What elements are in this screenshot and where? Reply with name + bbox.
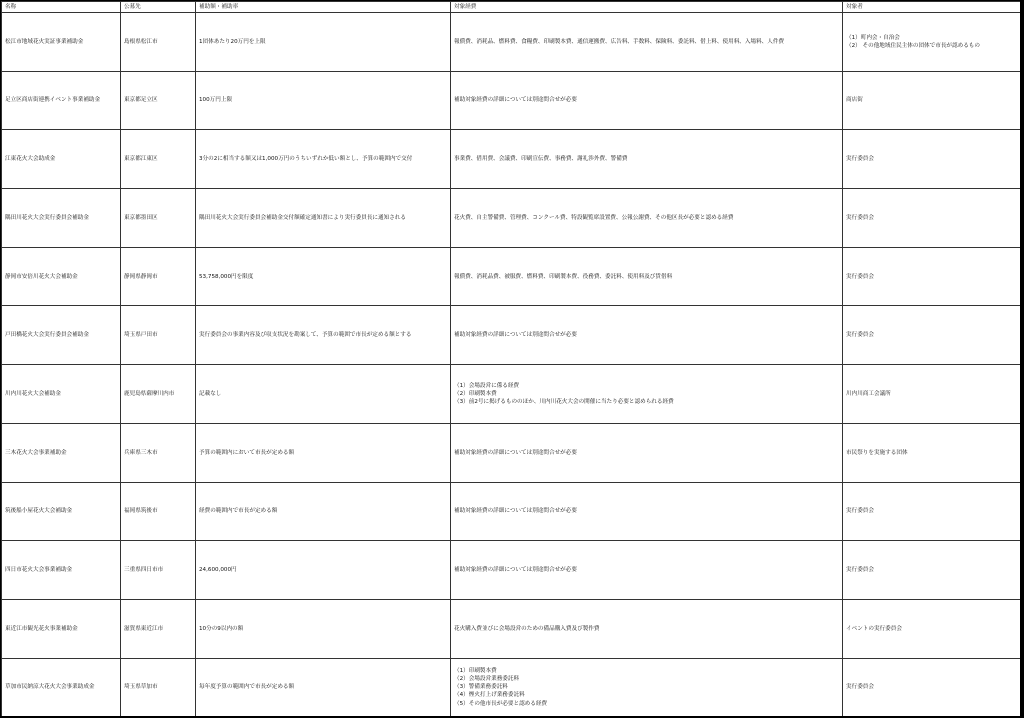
table-row xyxy=(2,189,1021,248)
cell-target xyxy=(843,541,1021,600)
expense-line: 補助対象経費の詳細については別途問合せが必要 xyxy=(454,508,577,515)
cell-name: 草加市民納涼大花火大会事業助成金 xyxy=(2,658,121,716)
table-row xyxy=(2,13,1021,72)
column-header-name: 名称 xyxy=(2,2,121,13)
expense-line: （1）印刷製本費 xyxy=(454,668,497,675)
target-line: （1）町内会・自治会 xyxy=(846,34,900,41)
cell-expenses xyxy=(451,71,843,130)
cell-amount: 100万円上限 xyxy=(196,71,451,130)
cell-target xyxy=(843,599,1021,658)
cell-expenses xyxy=(451,599,843,658)
target-line: 実行委員会 xyxy=(846,273,874,280)
cell-target xyxy=(843,423,1021,482)
cell-expenses xyxy=(451,541,843,600)
cell-expenses xyxy=(451,423,843,482)
cell-amount: 経費の範囲内で市長が定める額 xyxy=(196,482,451,541)
cell-amount: 記載なし xyxy=(196,365,451,424)
target-line: 実行委員会 xyxy=(846,566,874,573)
cell-name: 戸田橋花火大会実行委員会補助金 xyxy=(2,306,121,365)
expense-line: 花火費、自主警備費、管理費、コンクール費、特設観覧席設置費、公報公謝費、その他区長が必要と認める経費 xyxy=(454,214,734,221)
target-line: 川内川商工会議所 xyxy=(846,390,891,397)
target-line: （2） その他地域住民主体の団体で市長が認めるもの xyxy=(846,42,980,49)
cell-target xyxy=(843,365,1021,424)
expense-line: （2）会場設営業務委託料 xyxy=(454,676,520,683)
cell-target xyxy=(843,189,1021,248)
table-row xyxy=(2,71,1021,130)
target-line: 実行委員会 xyxy=(846,156,874,163)
table-row xyxy=(2,658,1021,716)
column-header-region: 公募先 xyxy=(121,2,196,13)
target-line: 実行委員会 xyxy=(846,214,874,221)
cell-region: 東京都江東区 xyxy=(121,130,196,189)
column-header-amount: 補助額・補助率 xyxy=(196,2,451,13)
target-line: 実行委員会 xyxy=(846,684,874,691)
target-line: 商店街 xyxy=(846,97,863,104)
cell-name: 東近江市観光花火事業補助金 xyxy=(2,599,121,658)
cell-name: 足立区商店街連携イベント事業補助金 xyxy=(2,71,121,130)
cell-region: 静岡県静岡市 xyxy=(121,247,196,306)
table-row xyxy=(2,130,1021,189)
cell-expenses xyxy=(451,13,843,72)
cell-expenses xyxy=(451,306,843,365)
expense-line: 事業費、借用費、会議費、印刷宣伝費、事務費、謝礼渉外費、警備費 xyxy=(454,156,628,163)
cell-amount: 1団体あたり20万円を上限 xyxy=(196,13,451,72)
cell-amount: 10分の9以内の額 xyxy=(196,599,451,658)
table-row xyxy=(2,599,1021,658)
cell-region: 滋賀県東近江市 xyxy=(121,599,196,658)
cell-amount: 隅田川花火大会実行委員会補助金交付額確定通知書により実行委員長に通知される xyxy=(196,189,451,248)
subsidy-table-sheet xyxy=(1,1,1020,716)
cell-region: 東京都足立区 xyxy=(121,71,196,130)
table-row xyxy=(2,541,1021,600)
column-header-target: 対象者 xyxy=(843,2,1021,13)
cell-name: 四日市花火大会事業補助金 xyxy=(2,541,121,600)
table-body xyxy=(2,13,1021,717)
cell-target xyxy=(843,130,1021,189)
table-row xyxy=(2,423,1021,482)
cell-region: 埼玉県草加市 xyxy=(121,658,196,716)
cell-amount: 予算の範囲内において市長が定める額 xyxy=(196,423,451,482)
cell-expenses xyxy=(451,189,843,248)
cell-name: 筑後船小屋花火大会補助金 xyxy=(2,482,121,541)
table-row xyxy=(2,482,1021,541)
table-row xyxy=(2,306,1021,365)
expense-line: 補助対象経費の詳細については別途問合せが必要 xyxy=(454,97,577,104)
target-line: 実行委員会 xyxy=(846,332,874,339)
expense-line: （1）会場設営に係る経費 xyxy=(454,382,520,389)
cell-target xyxy=(843,13,1021,72)
target-line: 実行委員会 xyxy=(846,508,874,515)
expense-line: （3）警備業務委託料 xyxy=(454,684,508,691)
header-row xyxy=(2,2,1021,13)
expense-line: 補助対象経費の詳細については別途問合せが必要 xyxy=(454,332,577,339)
target-line: 市民祭りを実施する団体 xyxy=(846,449,908,456)
cell-name: 川内川花火大会補助金 xyxy=(2,365,121,424)
expense-line: （3）前2号に掲げるもののほか、川内川花火大会の開催に当たり必要と認められる経費 xyxy=(454,399,674,406)
cell-target xyxy=(843,658,1021,716)
cell-amount: 毎年度予算の範囲内で市長が定める額 xyxy=(196,658,451,716)
target-line: イベントの実行委員会 xyxy=(846,625,902,632)
cell-target xyxy=(843,247,1021,306)
expense-line: （5）その他市長が必要と認める経費 xyxy=(454,700,548,707)
cell-expenses xyxy=(451,247,843,306)
cell-region: 島根県松江市 xyxy=(121,13,196,72)
cell-region: 兵庫県三木市 xyxy=(121,423,196,482)
cell-region: 東京都墨田区 xyxy=(121,189,196,248)
cell-target xyxy=(843,482,1021,541)
subsidy-table xyxy=(1,1,1020,716)
table-row xyxy=(2,247,1021,306)
cell-target xyxy=(843,306,1021,365)
cell-region: 鹿児島県薩摩川内市 xyxy=(121,365,196,424)
cell-name: 三木花火大会事業補助金 xyxy=(2,423,121,482)
cell-target xyxy=(843,71,1021,130)
cell-expenses xyxy=(451,482,843,541)
expense-line: （2）印刷製本費 xyxy=(454,390,497,397)
expense-line: 報償費、消耗品費、被服費、燃料費、印刷製本費、役務費、委託料、使用料及び賃借料 xyxy=(454,273,673,280)
cell-amount: 実行委員会の事業内容及び収支状況を勘案して、予算の範囲で市長が定める額とする xyxy=(196,306,451,365)
expense-line: 補助対象経費の詳細については別途問合せが必要 xyxy=(454,449,577,456)
expense-line: 報償費、消耗品、燃料費、食糧費、印刷製本費、通信運搬費、広告料、手数料、保険料、委託料、借上料、使用料、入場料、人件費 xyxy=(454,38,785,45)
cell-amount: 24,600,000円 xyxy=(196,541,451,600)
cell-name: 江東花火大会助成金 xyxy=(2,130,121,189)
cell-region: 福岡県筑後市 xyxy=(121,482,196,541)
column-header-expenses: 対象経費 xyxy=(451,2,843,13)
cell-name: 隅田川花火大会実行委員会補助金 xyxy=(2,189,121,248)
cell-name: 松江市地域花火実証事業補助金 xyxy=(2,13,121,72)
cell-expenses xyxy=(451,658,843,716)
cell-expenses xyxy=(451,365,843,424)
cell-amount: 3分の2に相当する額又は1,000万円のうちいずれか低い額とし、予算の範囲内で交付 xyxy=(196,130,451,189)
cell-amount: 53,758,000円を限度 xyxy=(196,247,451,306)
cell-name: 静岡市安倍川花火大会補助金 xyxy=(2,247,121,306)
cell-region: 埼玉県戸田市 xyxy=(121,306,196,365)
cell-expenses xyxy=(451,130,843,189)
expense-line: 花火購入費並びに会場設営のための備品購入費及び製作費 xyxy=(454,625,600,632)
expense-line: 補助対象経費の詳細については別途問合せが必要 xyxy=(454,566,577,573)
expense-line: （4）煙火打上げ業務委託料 xyxy=(454,692,525,699)
table-row xyxy=(2,365,1021,424)
cell-region: 三重県四日市市 xyxy=(121,541,196,600)
